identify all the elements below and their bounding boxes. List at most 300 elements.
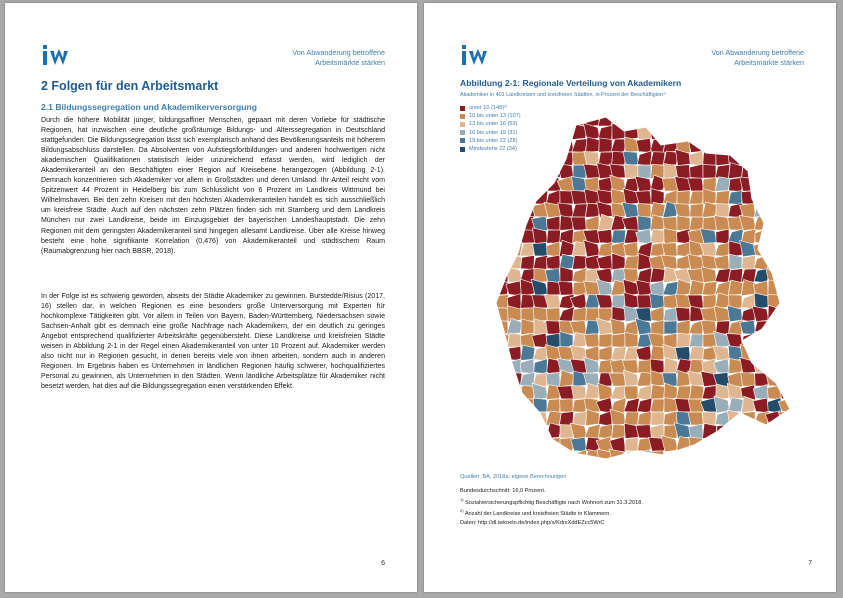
map-district-cell (807, 151, 816, 166)
map-district-cell (767, 332, 783, 347)
map-district-cell (703, 334, 716, 347)
map-district-cell (793, 230, 807, 244)
map-district-cell (675, 347, 690, 361)
page-number: 6 (381, 560, 385, 567)
map-district-cell (482, 320, 495, 335)
map-district-cell (651, 188, 664, 204)
map-district-cell (611, 230, 625, 243)
map-district-cell (806, 306, 816, 322)
map-district-cell (456, 411, 470, 426)
legend-swatch (460, 106, 465, 111)
header-line-2: Arbeitsmärkte stärken (734, 58, 804, 67)
map-district-cell (519, 113, 534, 126)
map-district-cell (546, 308, 560, 321)
map-district-cell (807, 385, 816, 400)
map-district-cell (456, 319, 469, 335)
map-district-cell (637, 385, 652, 400)
map-district-cell (468, 151, 483, 166)
map-district-cell (701, 267, 716, 283)
map-district-cell (532, 412, 548, 425)
map-district-cell (573, 307, 586, 321)
map-district-cell (481, 450, 495, 465)
map-district-cell (792, 308, 808, 322)
map-district-cell (624, 386, 638, 399)
map-district-cell (495, 216, 508, 231)
map-district-cell (754, 204, 769, 218)
map-district-cell (534, 164, 548, 178)
map-district-cell (650, 113, 665, 126)
map-district-cell (779, 268, 795, 282)
map-district-cell (533, 243, 548, 257)
map-district-cell (507, 333, 521, 347)
map-district-cell (728, 269, 742, 283)
map-district-cell (791, 164, 808, 179)
note-average: Bundesdurchschnitt: 16,0 Prozent. (460, 488, 546, 494)
map-district-cell (456, 294, 469, 309)
map-district-cell (494, 411, 509, 426)
map-district-cell (754, 162, 769, 179)
map-district-cell (481, 189, 495, 204)
map-district-cell (558, 113, 574, 126)
map-district-cell (507, 151, 522, 165)
map-district-cell (546, 216, 560, 231)
map-district-cell (767, 164, 781, 178)
map-district-cell (780, 280, 795, 295)
map-district-cell (546, 255, 560, 270)
map-district-cell (494, 255, 509, 270)
map-district-cell (521, 255, 535, 269)
map-district-cell (753, 385, 768, 401)
map-district-cell (560, 267, 573, 283)
map-district-cell (622, 216, 639, 231)
map-district-cell (598, 242, 612, 256)
map-district-cell (806, 256, 816, 269)
map-district-cell (703, 451, 717, 464)
map-district-cell (480, 150, 496, 165)
map-district-cell (456, 125, 470, 139)
map-district-cell (650, 229, 665, 243)
map-district-cell (676, 165, 691, 179)
map-district-cell (494, 345, 509, 361)
map-district-cell (508, 438, 521, 451)
map-district-cell (456, 151, 470, 166)
map-district-cell (545, 125, 561, 139)
map-district-cell (572, 411, 587, 425)
map-district-cell (480, 346, 496, 361)
map-district-cell (521, 450, 534, 465)
map-district-cell (754, 345, 769, 360)
header-line-2: Arbeitsmärkte stärken (315, 58, 385, 67)
map-district-cell (533, 125, 548, 140)
map-district-cell (544, 113, 561, 127)
map-district-cell (768, 125, 781, 139)
map-district-cell (493, 461, 508, 468)
map-district-cell (677, 320, 690, 335)
map-district-cell (766, 357, 782, 374)
map-district-cell (729, 295, 742, 308)
map-district-cell (664, 124, 678, 140)
map-district-cell (572, 268, 586, 284)
iw-logo (41, 43, 81, 67)
map-district-cell (520, 359, 534, 374)
map-district-cell (663, 294, 677, 308)
map-district-cell (469, 463, 482, 468)
map-district-cell (469, 320, 483, 335)
map-district-cell (481, 138, 496, 153)
map-district-cell (481, 397, 496, 412)
map-district-cell (559, 307, 575, 322)
map-district-cell (636, 425, 652, 438)
map-district-cell (650, 346, 664, 361)
map-district-cell (636, 138, 651, 152)
map-district-cell (663, 281, 679, 295)
map-district-cell (559, 450, 573, 465)
map-district-cell (610, 463, 626, 468)
figure-title: Abbildung 2-1: Regionale Verteilung von Akademikern (460, 78, 682, 88)
map-district-cell (468, 372, 483, 386)
map-district-cell (793, 215, 808, 231)
map-district-cell (546, 411, 562, 425)
map-district-cell (637, 411, 651, 426)
running-header (292, 48, 385, 68)
legend-item (460, 104, 521, 112)
map-district-cell (532, 178, 548, 191)
map-district-cell (636, 463, 652, 468)
map-district-cell (664, 164, 677, 179)
map-districts (456, 113, 816, 468)
map-district-cell (506, 177, 522, 192)
map-district-cell (546, 399, 561, 413)
page-7 (424, 3, 836, 592)
map-district-cell (716, 463, 729, 468)
map-district-cell (780, 113, 796, 127)
map-district-cell (780, 423, 795, 439)
map-district-cell (806, 333, 816, 348)
map-district-cell (518, 230, 535, 244)
map-district-cell (572, 204, 587, 217)
map-district-cell (456, 177, 470, 192)
map-district-cell (456, 256, 470, 269)
map-district-cell (624, 412, 638, 425)
map-district-cell (767, 385, 781, 400)
map-district-cell (806, 398, 816, 413)
map-district-cell (690, 164, 703, 179)
map-district-cell (753, 113, 768, 127)
map-district-cell (467, 177, 482, 192)
map-district-cell (677, 113, 691, 127)
map-district-cell (703, 412, 716, 425)
map-district-cell (716, 321, 730, 334)
map-district-cell (755, 331, 768, 348)
map-district-cell (768, 320, 781, 334)
map-district-cell (507, 451, 522, 464)
map-district-cell (780, 201, 794, 218)
map-district-cell (767, 463, 782, 468)
map-district-cell (767, 113, 782, 127)
page-6 (5, 3, 417, 592)
map-district-cell (456, 267, 470, 283)
map-district-cell (765, 152, 782, 165)
map-district-cell (546, 321, 561, 334)
map-district-cell (534, 464, 548, 468)
map-district-cell (729, 425, 743, 438)
map-district-cell (664, 321, 677, 334)
map-district-cell (768, 305, 781, 322)
map-district-cell (768, 203, 782, 218)
map-district-cell (792, 294, 808, 308)
map-district-cell (806, 357, 816, 373)
map-district-cell (793, 438, 808, 452)
map-district-cell (519, 151, 535, 166)
map-district-cell (728, 139, 742, 152)
map-district-cell (495, 358, 509, 373)
map-district-cell (508, 113, 522, 127)
map-district-cell (545, 268, 560, 282)
map-district-cell (714, 255, 729, 270)
map-district-cell (508, 164, 522, 178)
map-district-cell (807, 164, 816, 178)
map-district-cell (492, 450, 509, 465)
map-district-cell (481, 177, 496, 191)
map-district-cell (753, 398, 769, 413)
map-district-cell (805, 177, 816, 191)
map-district-cell (728, 190, 743, 204)
map-district-cell (521, 124, 534, 140)
map-district-cell (780, 438, 795, 451)
map-district-cell (481, 423, 496, 438)
map-district-cell (767, 177, 783, 192)
map-district-cell (804, 372, 816, 386)
map-district-cell (531, 424, 547, 439)
map-district-cell (481, 202, 496, 218)
map-district-cell (689, 151, 703, 167)
legend-label: 19 bis unter 22 (28) (469, 137, 518, 144)
map-district-cell (468, 125, 482, 140)
map-district-cell (494, 165, 508, 179)
map-district-cell (807, 295, 816, 308)
map-district-cell (598, 113, 614, 126)
map-district-cell (689, 451, 704, 464)
map-district-cell (768, 216, 781, 230)
map-district-cell (805, 243, 816, 256)
map-district-cell (467, 385, 483, 400)
map-district-cell (754, 255, 769, 271)
map-district-cell (495, 308, 509, 321)
map-district-cell (612, 295, 626, 308)
header-line-1: Von Abwanderung betroffene (711, 48, 804, 57)
figure-source: Quellen: BA, 2018a; eigene Berechnungen (460, 474, 567, 480)
map-district-cell (481, 306, 496, 321)
map-district-cell (651, 412, 664, 425)
map-district-cell (690, 113, 703, 127)
map-district-cell (781, 255, 794, 270)
map-district-cell (624, 256, 639, 270)
map-district-cell (599, 334, 612, 348)
map-district-cell (456, 450, 470, 465)
map-district-cell (740, 320, 756, 334)
map-district-cell (507, 424, 522, 439)
map-district-cell (690, 461, 703, 468)
note-1: $^{1)}$ Sozialversicherungspflichtig Beschäftigte nach Wohnort zum 31.3.2018. (460, 496, 643, 506)
map-district-cell (664, 307, 678, 322)
map-district-cell (599, 308, 612, 321)
map-district-cell (456, 424, 469, 438)
map-district-cell (664, 357, 678, 373)
map-district-cell (573, 464, 586, 468)
map-district-cell (675, 126, 691, 139)
map-district-cell (480, 438, 496, 451)
map-district-cell (676, 463, 692, 468)
map-district-cell (468, 359, 483, 373)
map-district-cell (806, 411, 816, 426)
map-district-cell (780, 126, 795, 139)
map-district-cell (468, 282, 482, 296)
map-district-cell (715, 450, 730, 465)
map-district-cell (482, 373, 495, 386)
legend-label: Mindestens 22 (34) (469, 146, 517, 153)
map-district-cell (456, 346, 470, 361)
map-district-cell (805, 451, 816, 464)
map-district-cell (779, 345, 794, 361)
map-district-cell (739, 123, 755, 139)
map-district-cell (494, 152, 508, 165)
map-district-cell (495, 371, 508, 387)
map-district-cell (508, 204, 521, 217)
map-district-cell (456, 372, 469, 387)
map-district-cell (456, 203, 470, 218)
map-district-cell (534, 113, 547, 126)
map-district-cell (714, 215, 729, 230)
germany-district-map (456, 113, 816, 468)
map-district-cell (742, 150, 755, 165)
map-district-cell (753, 451, 769, 465)
map-district-cell (467, 332, 483, 347)
map-district-cell (688, 412, 704, 425)
map-district-cell (534, 319, 547, 335)
map-district-cell (623, 151, 639, 165)
map-district-cell (624, 242, 639, 257)
map-district-cell (624, 137, 638, 152)
legend-label: 10 bis unter 13 (107) (469, 113, 521, 120)
map-district-cell (506, 267, 522, 282)
map-district-cell (805, 320, 816, 335)
map-district-cell (572, 255, 586, 269)
map-district-cell (456, 113, 469, 126)
map-district-cell (793, 347, 808, 361)
map-district-cell (585, 424, 600, 439)
map-district-cell (508, 215, 521, 230)
map-district-cell (753, 138, 768, 152)
map-district-cell (495, 191, 509, 204)
map-district-cell (702, 125, 716, 139)
map-district-cell (546, 463, 561, 468)
map-district-cell (778, 152, 795, 166)
map-district-cell (780, 217, 796, 230)
map-district-cell (792, 191, 808, 205)
map-district-cell (677, 451, 691, 464)
map-district-cell (611, 319, 626, 335)
map-district-cell (701, 371, 717, 386)
map-district-cell (456, 306, 470, 322)
map-district-cell (729, 254, 742, 269)
map-district-cell (689, 346, 704, 360)
map-district-cell (468, 216, 482, 230)
map-district-cell (560, 191, 573, 204)
map-district-cell (767, 438, 781, 451)
map-district-cell (689, 280, 704, 295)
map-district-cell (781, 293, 795, 309)
map-district-cell (742, 412, 755, 426)
map-district-cell (495, 124, 508, 140)
map-district-cell (702, 359, 717, 374)
running-header (711, 48, 804, 68)
map-district-cell (806, 438, 816, 451)
map-district-cell (482, 164, 495, 179)
map-district-cell (651, 462, 665, 468)
map-district-cell (780, 450, 795, 465)
map-district-cell (806, 281, 816, 295)
map-district-cell (456, 333, 469, 348)
map-district-cell (715, 269, 731, 283)
map-district-cell (792, 151, 808, 166)
map-district-cell (807, 203, 816, 218)
figure-notes (460, 487, 643, 527)
map-district-cell (767, 190, 781, 205)
map-district-cell (715, 126, 729, 140)
map-district-cell (651, 307, 664, 323)
map-district-cell (715, 164, 730, 178)
section-heading: 2.1 Bildungssegregation und Akademikerversorgung (41, 102, 258, 112)
map-district-cell (740, 437, 756, 451)
map-district-cell (716, 150, 729, 166)
map-district-cell (637, 151, 651, 166)
map-district-cell (469, 424, 482, 440)
map-district-cell (664, 228, 677, 243)
map-district-cell (598, 462, 613, 468)
map-district-cell (520, 412, 535, 425)
map-district-cell (728, 280, 743, 295)
map-district-cell (792, 125, 808, 140)
map-district-cell (599, 411, 613, 427)
map-district-cell (624, 113, 638, 126)
map-district-cell (806, 345, 816, 361)
map-district-cell (768, 254, 782, 269)
map-district-cell (780, 372, 795, 386)
map-district-cell (482, 240, 496, 257)
map-district-cell (469, 347, 482, 361)
map-district-cell (767, 423, 781, 438)
map-district-cell (468, 164, 484, 179)
map-district-cell (741, 373, 756, 387)
map-district-cell (662, 463, 678, 468)
map-district-cell (767, 241, 782, 256)
map-district-cell (793, 464, 808, 468)
map-district-cell (650, 399, 665, 412)
map-district-cell (469, 398, 482, 412)
map-district-cell (779, 177, 795, 191)
map-district-cell (533, 255, 547, 269)
map-district-cell (703, 438, 716, 452)
map-district-cell (702, 138, 717, 152)
map-district-cell (468, 202, 483, 218)
map-district-cell (520, 190, 534, 205)
map-district-cell (508, 410, 521, 426)
map-district-cell (637, 372, 652, 386)
map-district-cell (598, 152, 612, 165)
map-district-cell (728, 437, 744, 452)
map-district-cell (611, 139, 626, 152)
map-district-cell (521, 139, 534, 153)
